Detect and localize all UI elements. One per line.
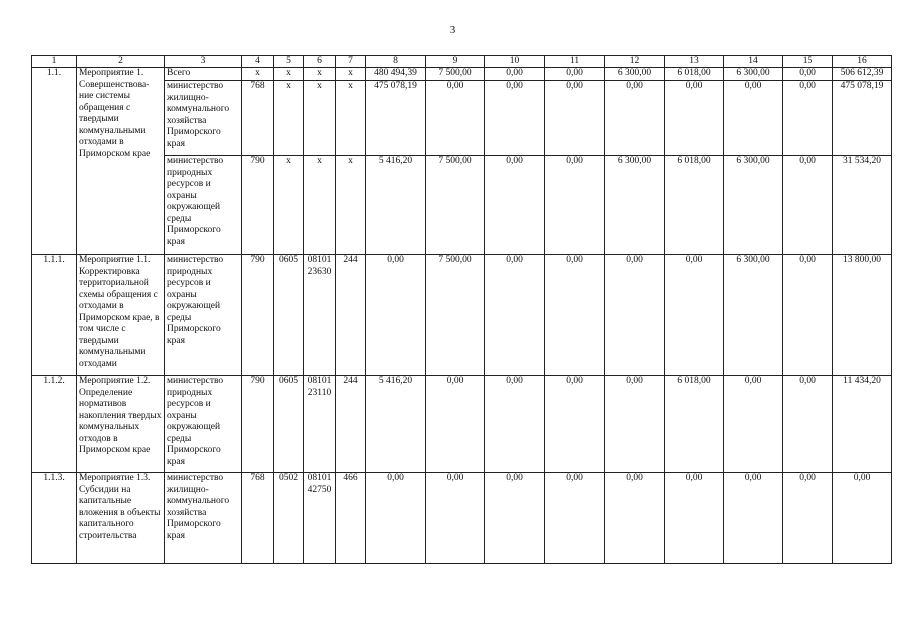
amount-cell: 0,00 [665,255,724,376]
column-header: 3 [165,56,242,68]
row-number: 1.1.3. [32,473,77,564]
column-header: 9 [426,56,485,68]
grbs-code: 790 [242,376,274,473]
amount-cell: 0,00 [783,376,833,473]
table-row [32,68,892,81]
amount-cell: 6 300,00 [605,156,665,255]
column-header: 11 [545,56,605,68]
amount-cell: 0,00 [724,473,783,564]
amount-cell: 0,00 [545,81,605,156]
amount-cell: 0,00 [605,473,665,564]
total-cell: 13 800,00 [833,255,892,376]
expense-type: x [336,156,366,255]
amount-cell: 0,00 [426,376,485,473]
activity-name: Мероприятие 1.1. Корректировка территориальной схемы обращения с отходами в Приморском крае, в том числе с твердыми коммунальными отходами [77,255,165,376]
amount-cell: 0,00 [545,473,605,564]
amount-cell: 0,00 [783,81,833,156]
amount-cell: 0,00 [366,255,426,376]
amount-cell: 475 078,19 [366,81,426,156]
amount-cell: 6 300,00 [724,68,783,81]
activity-name: Мероприятие 1.2. Определение нормативов накопления твердых коммунальных отходов в Приморском крае [77,376,165,473]
target-article: 08101 42750 [304,473,336,564]
responsible-executor: министерство природных ресурсов и охраны окружающей среды Приморского края [165,255,242,376]
amount-cell: 7 500,00 [426,156,485,255]
amount-cell: 6 300,00 [605,68,665,81]
section-code: 0605 [274,255,304,376]
expense-type: x [336,81,366,156]
target-article: x [304,68,336,81]
page-number: 3 [449,24,456,36]
amount-cell: 0,00 [545,68,605,81]
section-code: x [274,81,304,156]
amount-cell: 0,00 [605,255,665,376]
grbs-code: 790 [242,156,274,255]
amount-cell: 0,00 [783,156,833,255]
column-header: 7 [336,56,366,68]
total-cell: 0,00 [833,473,892,564]
column-header: 2 [77,56,165,68]
amount-cell: 5 416,20 [366,376,426,473]
section-code: x [274,68,304,81]
row-number: 1.1.2. [32,376,77,473]
column-header: 4 [242,56,274,68]
row-number: 1.1.1. [32,255,77,376]
activity-name: Мероприятие 1. Совершенствова-ние системы обращения с твердыми коммунальными отходами в Приморском крае [77,68,165,255]
responsible-executor: Всего [165,68,242,81]
amount-cell: 6 018,00 [665,376,724,473]
amount-cell: 6 018,00 [665,68,724,81]
responsible-executor: министерство природных ресурсов и охраны окружающей среды Приморского края [165,156,242,255]
amount-cell: 0,00 [545,156,605,255]
amount-cell: 0,00 [605,81,665,156]
amount-cell: 6 300,00 [724,255,783,376]
target-article: x [304,156,336,255]
table-row [32,473,892,564]
amount-cell: 0,00 [665,473,724,564]
column-header: 6 [304,56,336,68]
section-code: x [274,156,304,255]
amount-cell: 0,00 [783,68,833,81]
amount-cell: 0,00 [485,156,545,255]
amount-cell: 0,00 [665,81,724,156]
responsible-executor: министерство природных ресурсов и охраны окружающей среды Приморского края [165,376,242,473]
column-header: 5 [274,56,304,68]
column-header: 13 [665,56,724,68]
amount-cell: 7 500,00 [426,255,485,376]
target-article: 08101 23110 [304,376,336,473]
column-header: 14 [724,56,783,68]
amount-cell: 0,00 [366,473,426,564]
responsible-executor: министерство жилищно-коммунального хозяйства Приморского края [165,81,242,156]
amount-cell: 6 018,00 [665,156,724,255]
column-header: 16 [833,56,892,68]
column-header: 12 [605,56,665,68]
table-row [32,376,892,473]
target-article: x [304,81,336,156]
column-header: 15 [783,56,833,68]
amount-cell: 0,00 [724,376,783,473]
expense-type: 244 [336,255,366,376]
amount-cell: 0,00 [485,68,545,81]
amount-cell: 0,00 [426,81,485,156]
amount-cell: 7 500,00 [426,68,485,81]
header-row [32,56,892,68]
amount-cell: 0,00 [545,376,605,473]
total-cell: 11 434,20 [833,376,892,473]
amount-cell: 0,00 [724,81,783,156]
expense-type: 466 [336,473,366,564]
column-header: 10 [485,56,545,68]
target-article: 08101 23630 [304,255,336,376]
amount-cell: 0,00 [485,255,545,376]
grbs-code: 768 [242,473,274,564]
budget-table [31,55,892,564]
total-cell: 475 078,19 [833,81,892,156]
table-row [32,255,892,376]
amount-cell: 0,00 [485,473,545,564]
row-number: 1.1. [32,68,77,255]
amount-cell: 0,00 [485,376,545,473]
amount-cell: 0,00 [485,81,545,156]
section-code: 0605 [274,376,304,473]
column-header: 1 [32,56,77,68]
amount-cell: 0,00 [605,376,665,473]
expense-type: 244 [336,376,366,473]
amount-cell: 5 416,20 [366,156,426,255]
section-code: 0502 [274,473,304,564]
activity-name: Мероприятие 1.3. Субсидии на капитальные вложения в объекты капитального строительства [77,473,165,564]
amount-cell: 0,00 [783,255,833,376]
amount-cell: 480 494,39 [366,68,426,81]
amount-cell: 0,00 [545,255,605,376]
responsible-executor: министерство жилищно-коммунального хозяйства Приморского края [165,473,242,564]
amount-cell: 6 300,00 [724,156,783,255]
amount-cell: 0,00 [426,473,485,564]
column-header: 8 [366,56,426,68]
grbs-code: 768 [242,81,274,156]
total-cell: 31 534,20 [833,156,892,255]
total-cell: 506 612,39 [833,68,892,81]
expense-type: x [336,68,366,81]
grbs-code: 790 [242,255,274,376]
amount-cell: 0,00 [783,473,833,564]
grbs-code: x [242,68,274,81]
